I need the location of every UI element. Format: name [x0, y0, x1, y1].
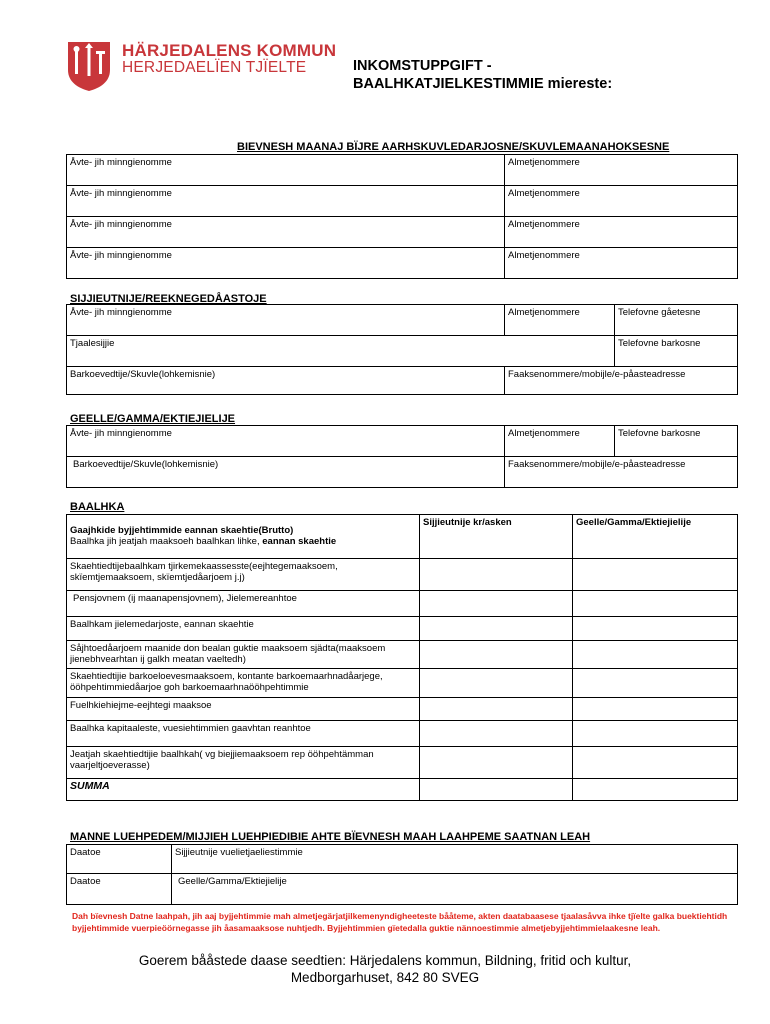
return-address: [80, 952, 690, 986]
field-id[interactable]: Almetjenommere: [505, 186, 738, 217]
section-heading-signature: MANNE LUEHPEDEM/MIJJIEH LUEHPIEDIBIE AHTE BÏEVNESH MAAH LAAHPEME SAATNAN LEAH: [70, 831, 591, 843]
school-table: [66, 154, 738, 279]
income-applicant-field[interactable]: [420, 669, 573, 698]
section-heading-partner: GEELLE/GAMMA/EKTIEJIELIJE: [70, 413, 236, 425]
applicant-signature-field[interactable]: Sijjieutnije vuelietjaeliestimmie: [172, 845, 738, 874]
income-row-label: Såjhtoedåarjoem maanide don bealan guktie maaksoem sjädta(maaksoem jienebhvearhtan ij galkh meatan vaeltedh): [67, 641, 420, 669]
partner-table: [66, 425, 738, 488]
income-intro-text-plain: Baalhka jih jeatjah maaksoeh baalhkan lihke,: [70, 536, 263, 547]
applicant-name-field[interactable]: Åvte- jih minngienomme: [67, 305, 505, 336]
income-col-partner: Geelle/Gamma/Ektiejielije: [573, 515, 738, 559]
partner-name-field[interactable]: Åvte- jih minngienomme: [67, 426, 505, 457]
income-partner-field[interactable]: [573, 698, 738, 721]
income-intro-text-bold: eannan skaehtie: [262, 536, 337, 547]
income-row-label: Fuelhkiehiejme-eejhtegi maaksoe: [67, 698, 420, 721]
field-name[interactable]: Åvte- jih minngienomme: [67, 248, 505, 279]
income-row-label: Skaehtiedtijie barkoeloevesmaaksoem, kontante barkoemaarhnadåarjege, ööhpehtimmiedåarjoe goh barkoemaarhnaööhpehtimmie: [67, 669, 420, 698]
income-partner-field[interactable]: [573, 559, 738, 591]
coat-of-arms-logo: [66, 40, 112, 92]
income-applicant-field[interactable]: [420, 721, 573, 747]
income-intro-text: [70, 536, 416, 547]
income-row-label: Baalhkam jielemedarjoste, eannan skaehtie: [67, 617, 420, 641]
applicant-contact-field[interactable]: Faaksenommere/mobijle/e-påasteadresse: [505, 367, 738, 395]
income-partner-field[interactable]: [573, 617, 738, 641]
income-partner-field[interactable]: [573, 669, 738, 698]
applicant-table: [66, 304, 738, 395]
income-table: [66, 514, 738, 801]
field-name[interactable]: Åvte- jih minngienomme: [67, 155, 505, 186]
field-name[interactable]: Åvte- jih minngienomme: [67, 186, 505, 217]
income-partner-field[interactable]: [573, 747, 738, 779]
applicant-phone-work-field[interactable]: Telefovne barkosne: [615, 336, 738, 367]
income-applicant-field[interactable]: [420, 617, 573, 641]
income-row-label: Skaehtiedtijebaalhkam tjirkemekaassesste(eejhtegemaaksoem, skïemtjemaaksoem, skïemtjedåarjoem j.j): [67, 559, 420, 591]
section-heading-applicant: SIJJIEUTNIJE/REEKNEGEDÅASTOJE: [70, 293, 267, 305]
income-applicant-field[interactable]: [420, 591, 573, 617]
income-applicant-field[interactable]: [420, 698, 573, 721]
brand-name: HÄRJEDALENS KOMMUN: [122, 41, 337, 60]
date-field[interactable]: Daatoe: [67, 845, 172, 874]
income-row-label: Jeatjah skaehtiedtijie baalhkah( vg biejjiemaaksoem rep ööhpehtämman vaarjeltjoeverasse): [67, 747, 420, 779]
applicant-phone-day-field[interactable]: Telefovne gåetesne: [615, 305, 738, 336]
applicant-employer-field[interactable]: Barkoevedtije/Skuvle(lohkemisnie): [67, 367, 505, 395]
applicant-id-field[interactable]: Almetjenommere: [505, 305, 615, 336]
income-partner-field[interactable]: [573, 641, 738, 669]
field-id[interactable]: Almetjenommere: [505, 248, 738, 279]
field-id[interactable]: Almetjenommere: [505, 155, 738, 186]
income-applicant-field[interactable]: [420, 747, 573, 779]
document-title: [353, 57, 612, 93]
income-partner-field[interactable]: [573, 591, 738, 617]
field-id[interactable]: Almetjenommere: [505, 217, 738, 248]
partner-signature-field[interactable]: Geelle/Gamma/Ektiejielije: [172, 874, 738, 905]
signature-table: [66, 844, 738, 905]
partner-id-field[interactable]: Almetjenommere: [505, 426, 615, 457]
return-address-line2: Medborgarhuset, 842 80 SVEG: [290, 970, 480, 985]
income-row-label: Pensjovnem (ij maanapensjovnem), Jielemereanhtoe: [67, 591, 420, 617]
brand-name-sami: HERJEDAELÏEN TJÏELTE: [122, 59, 307, 76]
section-heading-school: BIEVNESH MAANAJ BÏJRE AARHSKUVLEDARJOSNE/SKUVLEMAANAHOKSESNE: [237, 141, 670, 153]
income-applicant-field[interactable]: [420, 641, 573, 669]
privacy-notice: Dah bïevnesh Datne laahpah, jih aaj byjjehtimmie mah almetjegärjatjilkemenyndigheeteste bååteme, akten daatabaasese tjaalasåvva ihke tjïelte galka buektiehtidh byjjehtimmide vuerpieöörnegasse jih åasamaaksose nuhtjedh. Byjjehtimmien gïetedalla guktie nännoestimmie almetjebyjjehtimmielaakesne leah.: [72, 911, 728, 933]
income-intro-cell: [67, 515, 420, 559]
income-sum-applicant-field[interactable]: [420, 779, 573, 801]
partner-employer-field[interactable]: Barkoevedtije/Skuvle(lohkemisnie): [67, 457, 505, 488]
income-row-label: Baalhka kapitaaleste, vuesiehtimmien gaavhtan reanhtoe: [67, 721, 420, 747]
income-sum-label: SUMMA: [67, 779, 420, 801]
field-name[interactable]: Åvte- jih minngienomme: [67, 217, 505, 248]
income-sum-partner-field[interactable]: [573, 779, 738, 801]
partner-phone-work-field[interactable]: Telefovne barkosne: [615, 426, 738, 457]
return-address-line1: Goerem bååstede daase seedtien: Härjedalens kommun, Bildning, fritid och kultur,: [138, 953, 632, 968]
date-field[interactable]: Daatoe: [67, 874, 172, 905]
income-applicant-field[interactable]: [420, 559, 573, 591]
income-col-applicant: Sijjieutnije kr/asken: [420, 515, 573, 559]
income-intro-title: Gaajhkide byjjehtimmide eannan skaehtie(Brutto): [70, 525, 294, 536]
section-heading-income: BAALHKA: [70, 501, 125, 513]
income-partner-field[interactable]: [573, 721, 738, 747]
partner-contact-field[interactable]: Faaksenommere/mobijle/e-påasteadresse: [505, 457, 738, 488]
applicant-address-field[interactable]: Tjaalesijjie: [67, 336, 615, 367]
document-title-line2: BAALHKATJIELKESTIMMIE miereste:: [353, 76, 613, 92]
document-title-line1: INKOMSTUPPGIFT -: [353, 58, 492, 74]
